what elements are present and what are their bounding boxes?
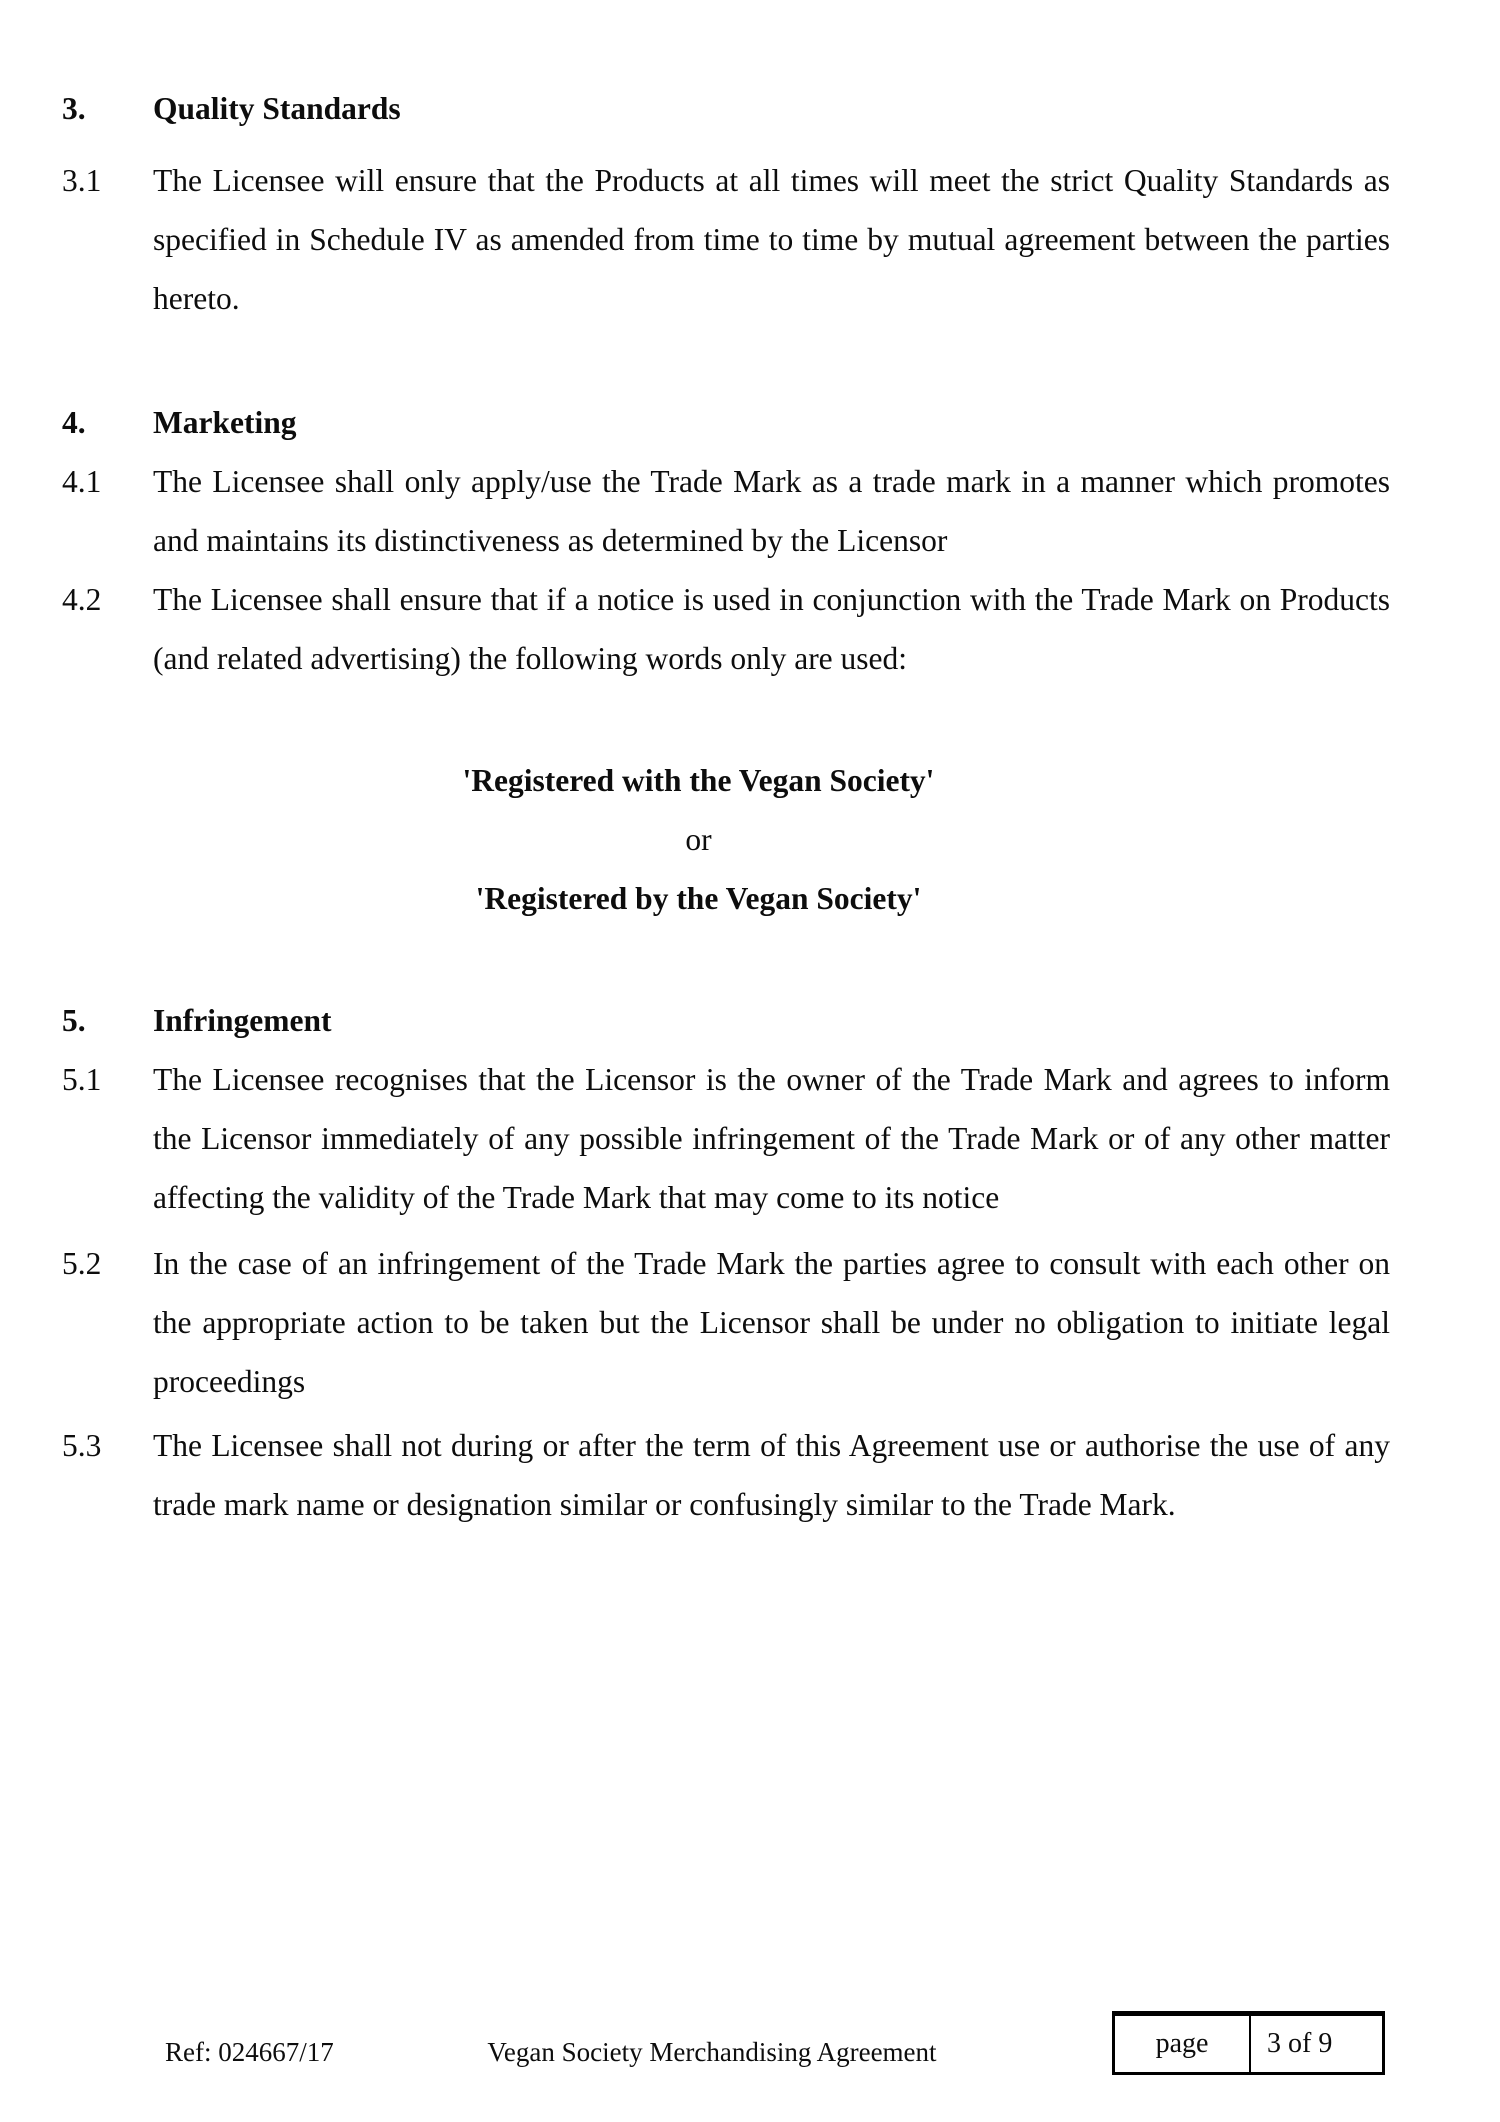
section-number: 5. bbox=[62, 1003, 86, 1038]
clause-text: The Licensee shall not during or after the term of this Agreement use or authorise the use of any trade mark name or designation similar or confusingly similar to the Trade Mark. bbox=[153, 1428, 1390, 1522]
clause-text: The Licensee will ensure that the Products at all times will meet the strict Quality Standards as specified in Schedule IV as amended from time to time by mutual agreement between the parties hereto. bbox=[153, 163, 1390, 316]
page-label: page bbox=[1115, 2016, 1251, 2072]
clause-text: In the case of an infringement of the Trade Mark the parties agree to consult with each other on the appropriate action to be taken but the Licensor shall be under no obligation to initiate legal proceedings bbox=[153, 1246, 1390, 1399]
page-number-box bbox=[1112, 2011, 1385, 2075]
clause-text: The Licensee recognises that the Licensor is the owner of the Trade Mark and agrees to inform the Licensor immediately of any possible infringement of the Trade Mark or of any other matter affecting the validity of the Trade Mark that may come to its notice bbox=[153, 1062, 1390, 1215]
section-title: Marketing bbox=[153, 405, 297, 440]
notice-line-registered-with: 'Registered with the Vegan Society' bbox=[462, 763, 935, 798]
clause-text: The Licensee shall only apply/use the Trade Mark as a trade mark in a manner which promotes and maintains its distinctiveness as determined by the Licensor bbox=[153, 464, 1390, 558]
footer-document-title: Vegan Society Merchandising Agreement bbox=[487, 2037, 937, 2067]
clause-number: 5.2 bbox=[62, 1246, 102, 1281]
notice-line-registered-by: 'Registered by the Vegan Society' bbox=[475, 881, 922, 916]
clause-number: 5.3 bbox=[62, 1428, 102, 1463]
clause-number: 4.1 bbox=[62, 464, 102, 499]
section-title: Infringement bbox=[153, 1003, 332, 1038]
section-number: 3. bbox=[62, 91, 86, 126]
section-number: 4. bbox=[62, 405, 86, 440]
clause-number: 5.1 bbox=[62, 1062, 102, 1097]
notice-separator-or: or bbox=[685, 822, 712, 857]
clause-text: The Licensee shall ensure that if a notice is used in conjunction with the Trade Mark on Products (and related advertising) the following words only are used: bbox=[153, 582, 1390, 676]
section-title: Quality Standards bbox=[153, 91, 401, 126]
clause-number: 4.2 bbox=[62, 582, 102, 617]
page-number-value: 3 of 9 bbox=[1267, 2028, 1333, 2059]
clause-number: 3.1 bbox=[62, 163, 102, 198]
footer-ref-number: Ref: 024667/17 bbox=[165, 2037, 334, 2067]
